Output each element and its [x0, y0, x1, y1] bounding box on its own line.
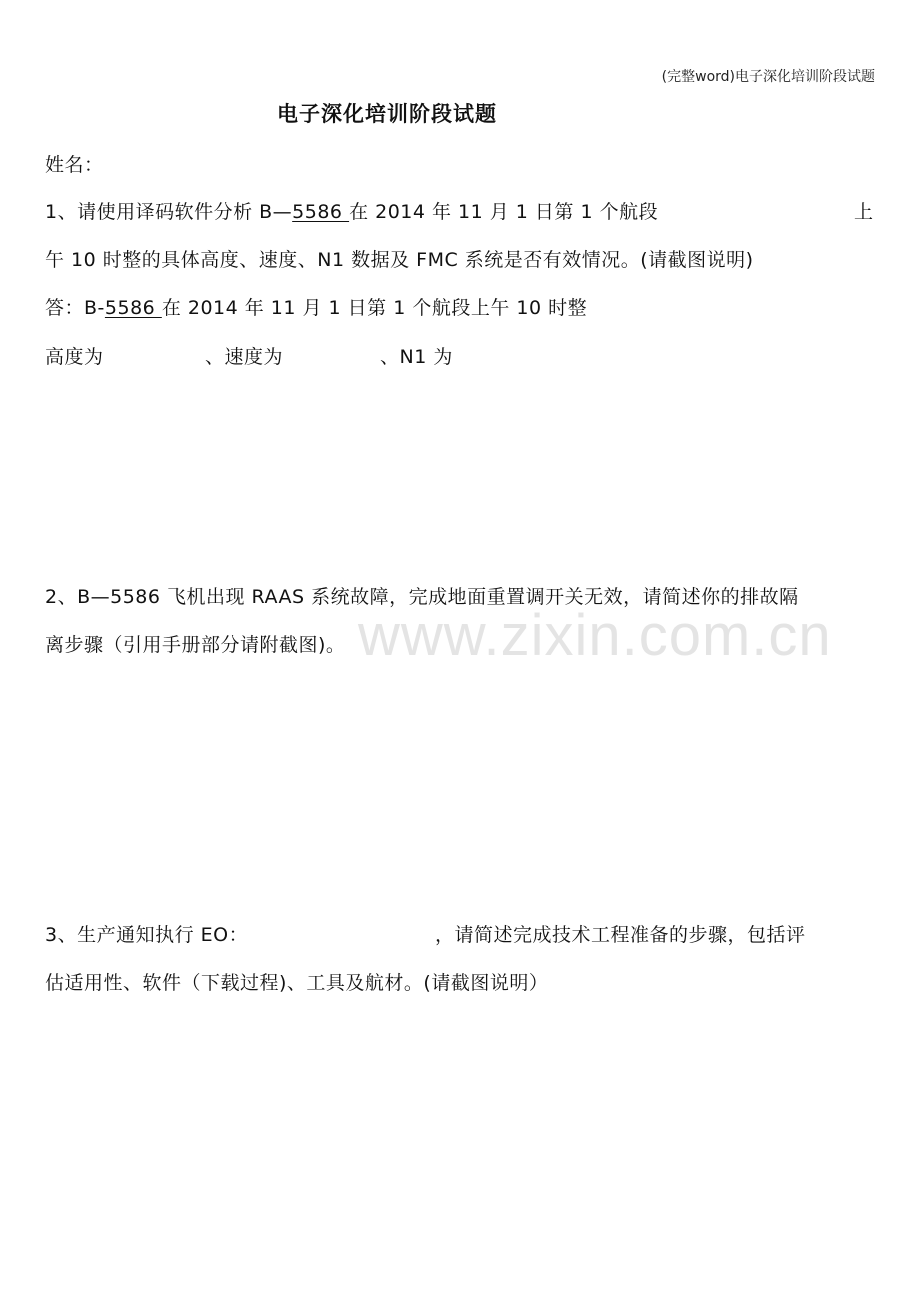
q1-n1-label: 、N1 为: [380, 346, 453, 368]
q1-line1-suffix: 在 2014 年 11 月 1 日第 1 个航段: [349, 201, 659, 223]
q1-line2: 午 10 时整的具体高度、速度、N1 数据及 FMC 系统是否有效情况。(请截图说明): [45, 249, 754, 271]
q3-line2: 估适用性、软件（下载过程)、工具及航材。(请截图说明）: [45, 972, 549, 994]
q1-altitude-label: 高度为: [45, 346, 104, 368]
q1-answer: [45, 293, 587, 320]
name-label: 姓名：: [45, 154, 104, 176]
q3-line1-suffix: ，请简述完成技术工程准备的步骤，包括评: [435, 924, 806, 946]
q3-line1-prefix: 3、生产通知执行 EO：: [45, 924, 249, 946]
q1-line1-end: 上: [854, 201, 874, 223]
q1-line1-prefix: 1、请使用译码软件分析 B—: [45, 201, 293, 223]
q1-answer-registration: 5586: [104, 297, 162, 319]
q1-line1: [45, 197, 658, 224]
q1-registration: 5586: [292, 201, 350, 223]
q2-line1: 2、B—5586 飞机出现 RAAS 系统故障，完成地面重置调开关无效，请简述你的排故隔: [45, 586, 799, 608]
q2-line2: 离步骤（引用手册部分请附截图)。: [45, 634, 346, 656]
q1-speed-label: 、速度为: [205, 346, 284, 368]
page-title: 电子深化培训阶段试题: [277, 102, 497, 126]
page-header: (完整word)电子深化培训阶段试题: [661, 69, 875, 85]
watermark: www.zixin.com.cn: [358, 603, 832, 668]
q1-answer-prefix: 答：B-: [45, 297, 105, 319]
q1-answer-suffix: 在 2014 年 11 月 1 日第 1 个航段上午 10 时整: [161, 297, 588, 319]
